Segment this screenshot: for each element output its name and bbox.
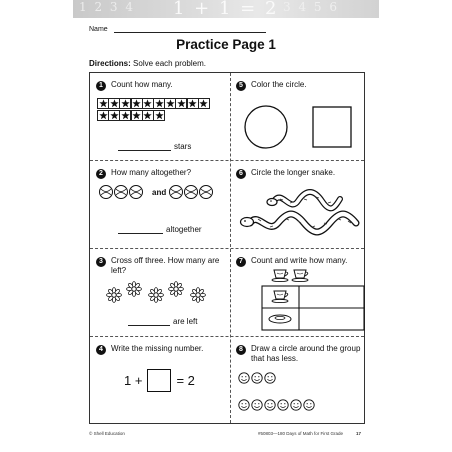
problem-prompt: Circle the longer snake. <box>251 168 336 177</box>
equation-left: 1 + <box>124 373 143 388</box>
star-cell <box>97 110 109 121</box>
square-shape[interactable] <box>313 107 351 147</box>
star-icon <box>143 111 152 120</box>
star-icon <box>155 111 164 120</box>
star-cell <box>119 98 131 109</box>
cup-icon <box>272 291 288 303</box>
star-icon <box>99 99 108 108</box>
star-icon <box>110 111 119 120</box>
circle-shape[interactable] <box>245 106 287 148</box>
answer-suffix: are left <box>173 317 198 326</box>
star-icon <box>132 111 141 120</box>
footer-right: #50803—180 Days of Math for First Grade <box>258 431 344 436</box>
header-decoration <box>73 0 379 18</box>
star-icon <box>143 99 152 108</box>
smiley-face-icon <box>239 400 249 410</box>
long-snake[interactable] <box>241 214 357 232</box>
header-decoration-right: 3 4 5 6 <box>283 0 339 14</box>
smiley-face-icon <box>252 400 262 410</box>
smiley-face-icon <box>304 400 314 410</box>
ball-icon <box>115 186 128 199</box>
problem-4 <box>90 337 228 423</box>
star-icon <box>99 111 108 120</box>
star-cell <box>153 98 165 109</box>
star-cell <box>108 98 120 109</box>
problem-number: 6 <box>236 169 246 179</box>
star-icon <box>199 99 208 108</box>
star-cell <box>131 98 143 109</box>
problem-prompt: How many altogether? <box>111 168 192 177</box>
header-decoration-center: 1 + 1 = 2 <box>173 0 279 18</box>
problem-number: 7 <box>236 257 246 267</box>
flower-icon <box>107 288 122 303</box>
star-icon <box>155 99 164 108</box>
page-title: Practice Page 1 <box>176 37 276 52</box>
ball-icon <box>185 186 198 199</box>
flower-icon <box>149 288 164 303</box>
ball-icon <box>130 186 143 199</box>
page-number: 17 <box>356 431 362 436</box>
star-cell <box>108 110 120 121</box>
problem-grid <box>89 72 365 424</box>
answer-suffix: altogether <box>166 225 202 234</box>
problem-number: 2 <box>96 169 106 179</box>
name-field[interactable] <box>114 27 266 33</box>
equation-right: = 2 <box>176 373 195 388</box>
name-row <box>89 26 266 33</box>
star-cell <box>153 110 165 121</box>
star-icon <box>188 99 197 108</box>
star-icon <box>121 99 130 108</box>
star-icon <box>121 111 130 120</box>
flower-icon <box>169 282 184 297</box>
footer-left: © Shell Education <box>89 431 125 436</box>
smiley-face-icon <box>291 400 301 410</box>
problem-8 <box>230 337 368 423</box>
star-cell <box>187 98 199 109</box>
problem-prompt: Draw a circle around the group that has less. <box>251 344 361 363</box>
smiley-face-icon <box>252 373 262 383</box>
snakes-figure <box>230 161 368 247</box>
flower-icon <box>191 288 206 303</box>
smiley-face-icon <box>278 400 288 410</box>
header-decoration-left: 1 2 3 4 <box>79 0 135 14</box>
problem-prompt: Cross off three. How many are left? <box>111 256 220 275</box>
star-icon <box>110 99 119 108</box>
problem-number: 8 <box>236 345 246 355</box>
problem-5 <box>230 73 368 159</box>
name-label: Name <box>89 26 108 33</box>
star-icon <box>177 99 186 108</box>
directions-text: Solve each problem. <box>133 59 206 68</box>
answer-blank[interactable] <box>118 145 171 151</box>
cups-figure <box>230 249 368 335</box>
ball-icon <box>200 186 213 199</box>
equation <box>124 369 195 392</box>
cup-icon <box>272 270 288 282</box>
directions-label: Directions: <box>89 59 131 68</box>
star-cell <box>164 98 176 109</box>
problem-number: 1 <box>96 81 106 91</box>
problem-6 <box>230 161 368 247</box>
answer-line <box>118 142 191 151</box>
answer-blank[interactable] <box>118 228 163 234</box>
problem-prompt: Count and write how many. <box>251 256 348 265</box>
problem-number: 4 <box>96 345 106 355</box>
cup-icon <box>292 270 308 282</box>
flower-icon <box>127 282 142 297</box>
answer-suffix: stars <box>174 142 192 151</box>
problem-3 <box>90 249 228 335</box>
problem-prompt: Count how many. <box>111 80 173 89</box>
short-snake[interactable] <box>267 192 340 208</box>
ball-icon <box>170 186 183 199</box>
and-label: and <box>152 188 167 197</box>
problem-prompt: Color the circle. <box>251 80 307 89</box>
answer-blank[interactable] <box>128 320 170 326</box>
stars-row-bottom <box>97 110 164 121</box>
smiley-face-icon <box>265 400 275 410</box>
problem-number: 3 <box>96 257 106 267</box>
saucer-icon <box>269 315 291 323</box>
star-icon <box>166 99 175 108</box>
problem-2 <box>90 161 228 247</box>
star-cell <box>175 98 187 109</box>
answer-line <box>128 317 197 326</box>
problem-7 <box>230 249 368 335</box>
stars-row-top <box>97 98 209 109</box>
star-icon <box>132 99 141 108</box>
star-cell <box>198 98 210 109</box>
ball-icon <box>100 186 113 199</box>
shapes-figure <box>230 73 368 159</box>
answer-line <box>118 225 202 234</box>
missing-number-box[interactable] <box>147 369 171 392</box>
smiley-face-icon <box>265 373 275 383</box>
problem-prompt: Write the missing number. <box>111 344 204 353</box>
problem-number: 5 <box>236 81 246 91</box>
faces-figure <box>230 337 368 423</box>
star-cell <box>131 110 143 121</box>
problem-1 <box>90 73 228 159</box>
header-band <box>73 0 379 18</box>
smiley-face-icon <box>239 373 249 383</box>
directions <box>89 59 206 68</box>
star-cell <box>119 110 131 121</box>
star-cell <box>142 98 154 109</box>
star-cell <box>97 98 109 109</box>
star-cell <box>142 110 154 121</box>
